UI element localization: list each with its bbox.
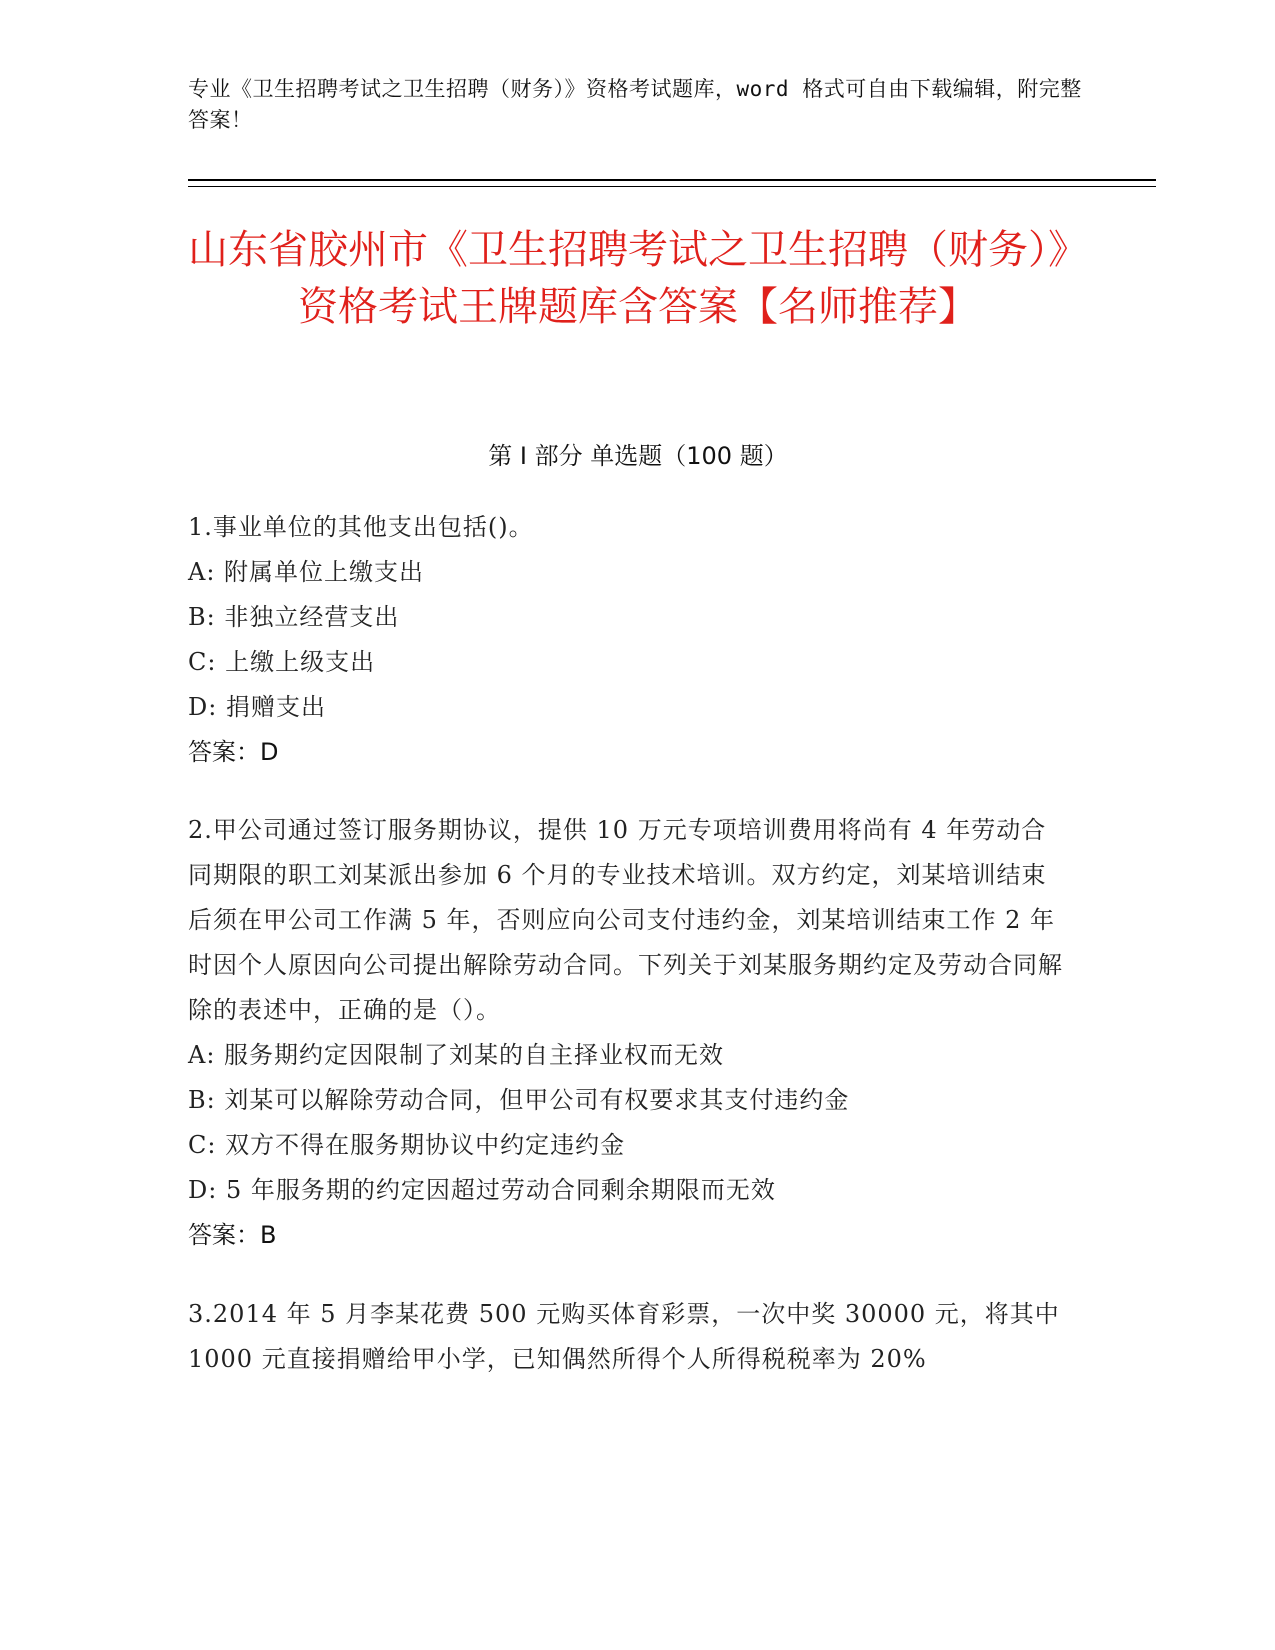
option-b: B: 刘某可以解除劳动合同，但甲公司有权要求其支付违约金 (188, 1086, 850, 1114)
header-divider-thin (188, 186, 1156, 187)
page-title: 山东省胶州市《卫生招聘考试之卫生招聘（财务）》资格考试王牌题库含答案【名师推荐】 (188, 227, 1088, 330)
question-text: 2.甲公司通过签订服务期协议，提供 10 万元专项培训费用将尚有 4 年劳动合同期限的职工刘某派出参加 6 个月的专业技术培训。双方约定，刘某培训结束后须在甲公司工作满 5 年，否则应向公司支付违约金，刘某培训结束工作 2 年时因个人原因向公司提出解除劳动合同。下列关于刘某服务期约定及劳动合同解除的表述中，正确的是（）。 (188, 816, 1063, 1024)
header-note: 专业《卫生招聘考试之卫生招聘（财务）》资格考试题库，word 格式可自由下载编辑，附完整答案！ (188, 77, 1082, 132)
question-3 (188, 1292, 1088, 1382)
answer: 答案：B (188, 1221, 277, 1249)
option-d: D: 5 年服务期的约定因超过劳动合同剩余期限而无效 (188, 1176, 776, 1204)
answer: 答案：D (188, 738, 279, 766)
option-a: A: 附属单位上缴支出 (188, 558, 425, 586)
question-text: 3.2014 年 5 月李某花费 500 元购买体育彩票，一次中奖 30000 元，将其中 1000 元直接捐赠给甲小学，已知偶然所得个人所得税税率为 20% (188, 1300, 1060, 1373)
question-text: 1.事业单位的其他支出包括()。 (188, 513, 534, 541)
option-c: C: 双方不得在服务期协议中约定违约金 (188, 1131, 626, 1159)
header-divider-thick (188, 179, 1156, 181)
question-2 (188, 808, 1088, 1258)
question-1 (188, 505, 1088, 775)
option-b: B: 非独立经营支出 (188, 603, 400, 631)
option-d: D: 捐赠支出 (188, 693, 326, 721)
section-title: 第 I 部分 单选题（100 题） (488, 442, 788, 470)
option-a: A: 服务期约定因限制了刘某的自主择业权而无效 (188, 1041, 725, 1069)
option-c: C: 上缴上级支出 (188, 648, 376, 676)
